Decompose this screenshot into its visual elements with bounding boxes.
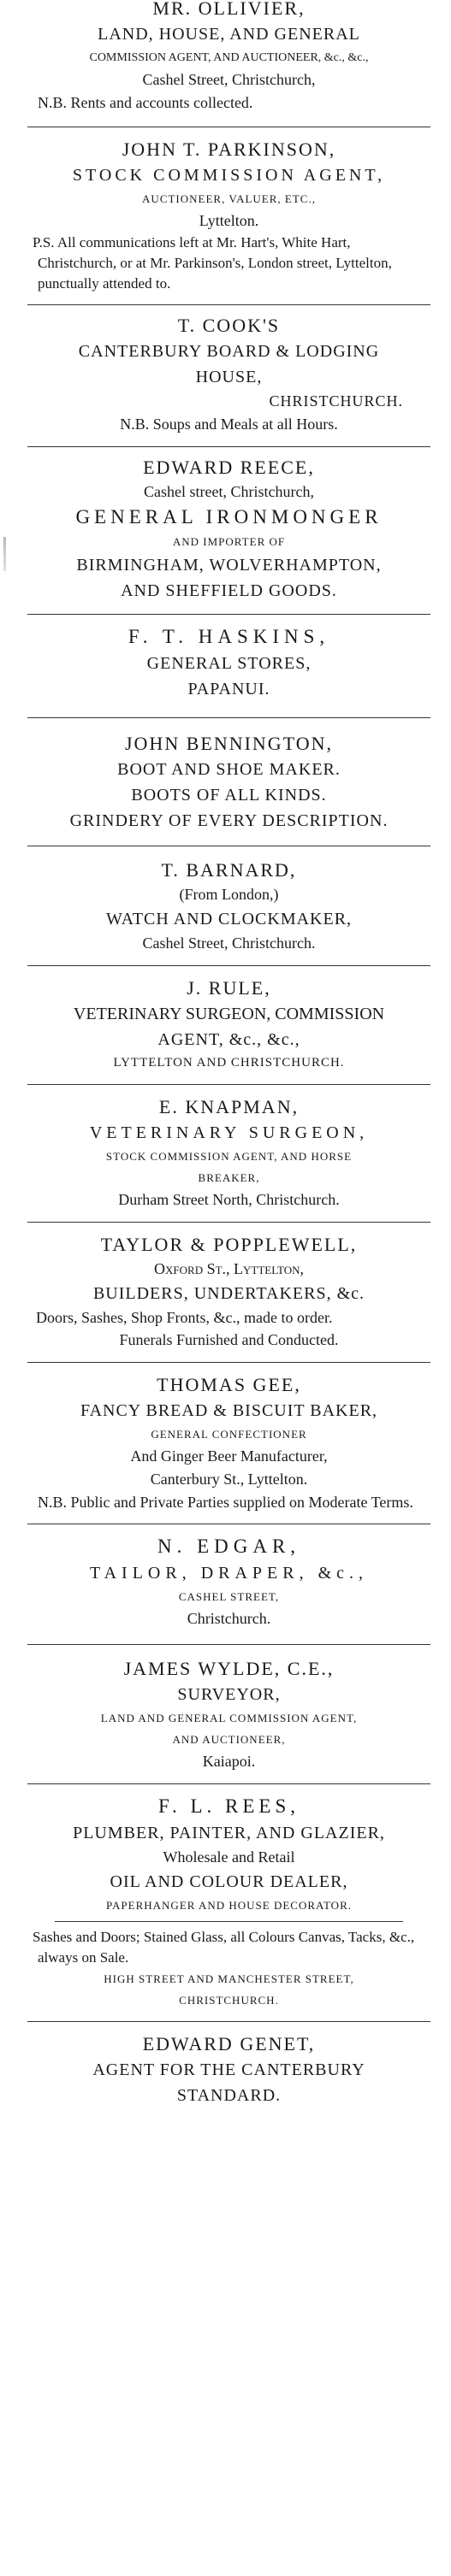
ad-line: Wholesale and Retail: [163, 1848, 295, 1866]
ad-line: BOOTS OF ALL KINDS.: [131, 786, 327, 805]
ad-line: VETERINARY SURGEON,: [89, 1123, 369, 1142]
ad-line: Durham Street North, Christchurch.: [118, 1191, 340, 1208]
ad-rees: [17, 1793, 441, 2011]
ad-reece: [17, 454, 441, 604]
ad-barnard: [17, 857, 441, 955]
ad-line: GRINDERY OF EVERY DESCRIPTION.: [69, 811, 389, 830]
ad-line: AND SHEFFIELD GOODS.: [121, 581, 337, 600]
ad-line: AND AUCTIONEER,: [172, 1733, 286, 1746]
ad-line: Cashel Street, Christchurch,: [142, 71, 316, 88]
ad-line: Funerals Furnished and Conducted.: [119, 1331, 339, 1348]
ad-name: F. L. REES,: [158, 1795, 300, 1817]
ad-line: HIGH STREET AND MANCHESTER STREET,: [104, 1972, 354, 1985]
margin-stain: [3, 537, 6, 571]
ad-line: BOOT AND SHOE MAKER.: [117, 760, 341, 779]
ad-name: JOHN BENNINGTON,: [124, 733, 334, 754]
ad-line: Cashel street, Christchurch,: [144, 483, 314, 500]
ad-line: HOUSE,: [195, 368, 263, 386]
ad-line: Lyttelton.: [199, 212, 259, 229]
ad-line: Cashel Street, Christchurch.: [142, 934, 316, 952]
advertisement-column: [17, 0, 441, 2108]
ad-line: GENERAL STORES,: [146, 654, 312, 673]
ad-line: AUCTIONEER, VALUER, ETC.,: [142, 192, 316, 205]
ad-note: N.B. Public and Private Parties supplied on Moderate Terms.: [38, 1494, 413, 1511]
ad-line: (From London,): [179, 886, 279, 903]
ad-note: P.S. All communications left at Mr. Hart's, White Hart, Christchurch, or at Mr. Parkinson's, London street, Lyttelton, punctually attended to.: [33, 234, 392, 292]
ad-line: TAILOR, DRAPER, &c.,: [89, 1564, 369, 1583]
ad-line: STOCK COMMISSION AGENT,: [72, 166, 386, 185]
ad-name: JAMES WYLDE, C.E.,: [123, 1658, 335, 1679]
ad-haskins: [17, 623, 441, 702]
ad-ollivier: [17, 0, 441, 115]
ad-name: MR. OLLIVIER,: [152, 0, 306, 19]
ad-bennington: [17, 730, 441, 834]
ad-line: GENERAL IRONMONGER: [75, 506, 383, 528]
ad-line: COMMISSION AGENT, AND AUCTIONEER, &c., &c.,: [89, 51, 369, 64]
ad-name: EDWARD REECE,: [143, 457, 315, 478]
ad-name: F. T. HASKINS,: [128, 626, 330, 647]
ad-line: CASHEL STREET,: [178, 1590, 280, 1603]
ad-line: Oxford St., Lyttelton,: [154, 1260, 304, 1277]
ad-line: OIL AND COLOUR DEALER,: [110, 1872, 348, 1891]
ad-line: CHRISTCHURCH.: [179, 1994, 279, 2007]
ad-note: Sashes and Doors; Stained Glass, all Colours Canvas, Tacks, &c., always on Sale.: [33, 1929, 415, 1966]
ad-rule: [17, 975, 441, 1074]
ad-name: JOHN T. PARKINSON,: [122, 139, 336, 160]
ad-line: CHRISTCHURCH.: [269, 392, 403, 410]
ad-line: BIRMINGHAM, WOLVERHAMPTON,: [76, 556, 382, 575]
ad-line: PAPERHANGER AND HOUSE DECORATOR.: [106, 1899, 352, 1912]
ad-name: T. BARNARD,: [161, 859, 297, 881]
ad-line: Christchurch.: [187, 1610, 271, 1627]
ad-popplewell: [17, 1231, 441, 1352]
ad-parkinson: [17, 136, 441, 294]
ad-line: AGENT, &c., &c.,: [157, 1030, 300, 1049]
ad-line: VETERINARY SURGEON, COMMISSION: [73, 1005, 385, 1023]
ad-note: Doors, Sashes, Shop Fronts, &c., made to order.: [36, 1309, 333, 1326]
ad-note: N.B. Rents and accounts collected.: [38, 94, 253, 111]
ad-name: T. COOK'S: [177, 315, 281, 336]
ad-line: Canterbury St., Lyttelton.: [150, 1471, 308, 1488]
ad-line: BREAKER,: [198, 1171, 260, 1184]
ad-name: E. KNAPMAN,: [158, 1096, 300, 1117]
ad-line: LAND AND GENERAL COMMISSION AGENT,: [100, 1712, 358, 1724]
ad-line: BUILDERS, UNDERTAKERS, &c.: [92, 1284, 365, 1303]
ad-line: PAPANUI.: [187, 680, 270, 699]
ad-wylde: [17, 1655, 441, 1773]
ad-line: FANCY BREAD & BISCUIT BAKER,: [80, 1401, 378, 1420]
ad-line: PLUMBER, PAINTER, AND GLAZIER,: [73, 1824, 385, 1842]
ad-line: Kaiapoi.: [202, 1753, 256, 1770]
ad-line: And Ginger Beer Manufacturer,: [130, 1447, 328, 1465]
ad-name: THOMAS GEE,: [157, 1374, 301, 1395]
ad-line: LAND, HOUSE, AND GENERAL: [98, 25, 360, 44]
ad-name: J. RULE,: [187, 977, 271, 999]
ad-line: AGENT FOR THE CANTERBURY: [92, 2060, 365, 2079]
ad-edgar: [17, 1533, 441, 1630]
ad-line: STANDARD.: [176, 2086, 282, 2105]
ad-cook: [17, 312, 441, 436]
ad-line: LYTTELTON AND CHRISTCHURCH.: [113, 1056, 345, 1070]
ad-genet: [17, 2031, 441, 2108]
ad-name: TAYLOR & POPPLEWELL,: [100, 1234, 358, 1255]
ad-line: AND IMPORTER OF: [172, 535, 286, 548]
ad-name: EDWARD GENET,: [142, 2033, 316, 2054]
ad-note: N.B. Soups and Meals at all Hours.: [120, 416, 338, 433]
ad-line: STOCK COMMISSION AGENT, AND HORSE: [105, 1150, 353, 1163]
ad-line: CANTERBURY BOARD & LODGING: [78, 342, 380, 361]
ad-knapman: [17, 1093, 441, 1211]
ad-line: WATCH AND CLOCKMAKER,: [105, 910, 353, 928]
ad-name: N. EDGAR,: [157, 1536, 301, 1557]
ad-line: SURVEYOR,: [177, 1685, 281, 1704]
ad-gee: [17, 1371, 441, 1513]
ad-line: GENERAL CONFECTIONER: [151, 1428, 307, 1441]
